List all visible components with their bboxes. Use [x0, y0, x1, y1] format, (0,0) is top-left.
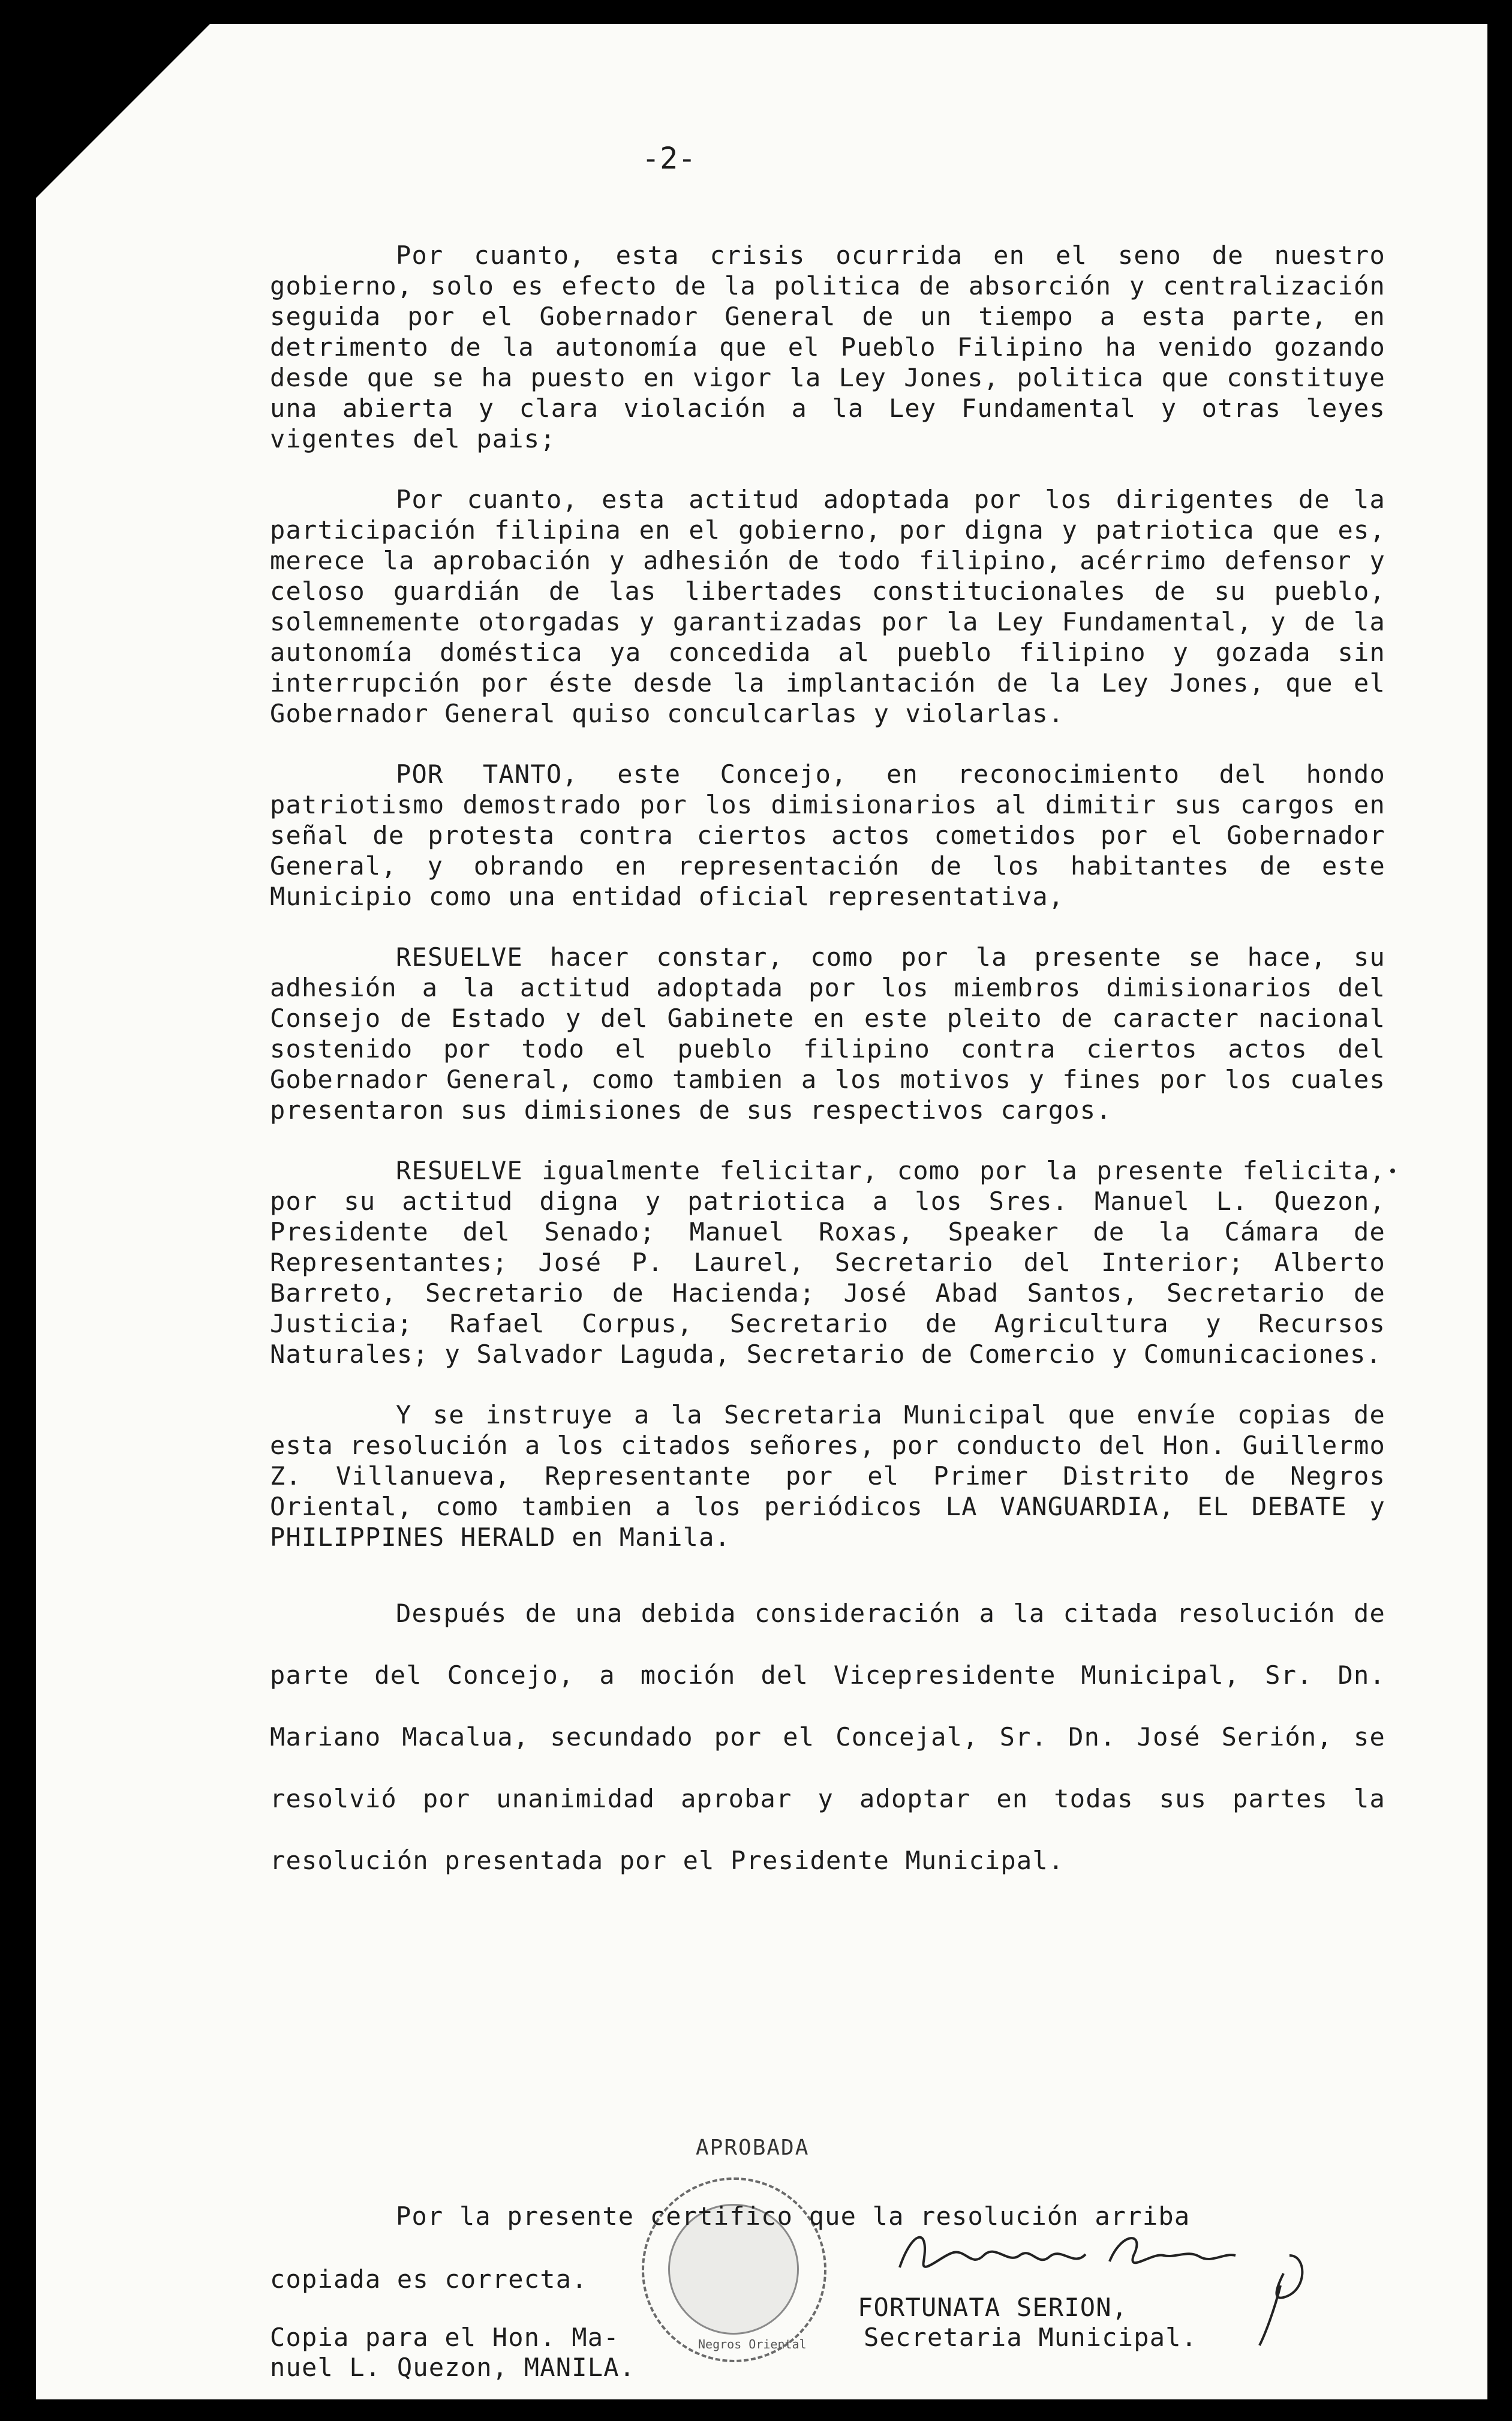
page-number: -2- — [642, 141, 696, 176]
signer-title: Secretaria Municipal. — [864, 2323, 1198, 2352]
signer-name: FORTUNATA SERION, — [858, 2293, 1128, 2322]
ink-dot — [1390, 1169, 1395, 1173]
paragraph-resuelve-2: RESUELVE igualmente felicitar, como por la presente felicita, por su actitud digna y patriotica a los Sres. Manuel L. Quezon, Presidente del Senado; Manuel Roxas, Speaker de la Cámara de Representantes; José P. Laurel, Secretario del Interior; Alberto Barreto, Secretario de Hacienda; José Abad Santos, Secretario de Justicia; Rafael Corpus, Secretario de Agricultura y Recursos Naturales; y Salvador Laguda, Secretario de Comercio y Comunicaciones. — [270, 1156, 1385, 1369]
paragraph-por-cuanto-1: Por cuanto, esta crisis ocurrida en el seno de nuestro gobierno, solo es efecto de la politica de absorción y centralización seguida por el Gobernador General de un tiempo a esta parte, en detrimento de la autonomía que el Pueblo Filipino ha venido gozando desde que se ha puesto en vigor la Ley Jones, politica que constituye una abierta y clara violación a la Ley Fundamental y otras leyes vigentes del pais; — [270, 241, 1385, 453]
handwritten-signature — [894, 2219, 1254, 2291]
paragraph-resuelve-1: RESUELVE hacer constar, como por la presente se hace, su adhesión a la actitud adoptada por los miembros dimisionarios del Consejo de Estado y del Gabinete en este pleito de caracter nacional sostenido por todo el pueblo filipino contra ciertos actos del Gobernador General, como tambien a los motivos y fines por los cuales presentaron sus dimisiones de sus respectivos cargos. — [270, 942, 1385, 1125]
document-page — [36, 24, 1487, 2399]
paragraph-por-tanto: POR TANTO, este Concejo, en reconocimiento del hondo patriotismo demostrado por los dimisionarios al dimitir sus cargos en señal de protesta contra ciertos actos cometidos por el Gobernador General, y obrando en representación de los habitantes de este Municipio como una entidad oficial representativa, — [270, 759, 1385, 911]
paragraph-council-action: Después de una debida consideración a la citada resolución de parte del Concejo, a moción del Vicepresidente Municipal, Sr. Dn. Mariano Macalua, secundado por el Concejal, Sr. Dn. José Serión, se resolvió por unanimidad aprobar y adoptar en todas sus partes la resolución presentada por el Presidente Municipal. — [270, 1599, 1385, 1875]
cut-corner — [36, 24, 210, 198]
seal-text: Negros Oriental — [698, 2337, 807, 2351]
resolution-body — [270, 240, 1385, 1921]
certification-line-1: Por la presente certifico que la resolución arriba — [396, 2201, 1191, 2231]
paragraph-instruction: Y se instruye a la Secretaria Municipal que envíe copias de esta resolución a los citados señores, por conducto del Hon. Guillermo Z. Villanueva, Representante por el Primer Distrito de Negros Oriental, como tambien a los periódicos LA VANGUARDIA, EL DEBATE y PHILIPPINES HERALD en Manila. — [270, 1400, 1385, 1552]
copy-line-2: nuel L. Quezon, MANILA. — [270, 2353, 636, 2382]
copy-line-1: Copia para el Hon. Ma- — [270, 2323, 620, 2352]
paragraph-por-cuanto-2: Por cuanto, esta actitud adoptada por los dirigentes de la participación filipina en el gobierno, por digna y patriotica que es, merece la aprobación y adhesión de todo filipino, acérrimo defensor y celoso guardián de las libertades constitucionales de su pueblo, solemnemente otorgadas y garantizadas por la Ley Fundamental, y de la autonomía doméstica ya concedida al pueblo filipino y gozada sin interrupción por éste desde la implantación de la Ley Jones, que el Gobernador General quiso conculcarlas y violarlas. — [270, 485, 1385, 728]
handwritten-initial — [1248, 2249, 1313, 2351]
certification-line-2: copiada es correcta. — [270, 2264, 588, 2294]
approved-stamp: APROBADA — [696, 2135, 810, 2160]
